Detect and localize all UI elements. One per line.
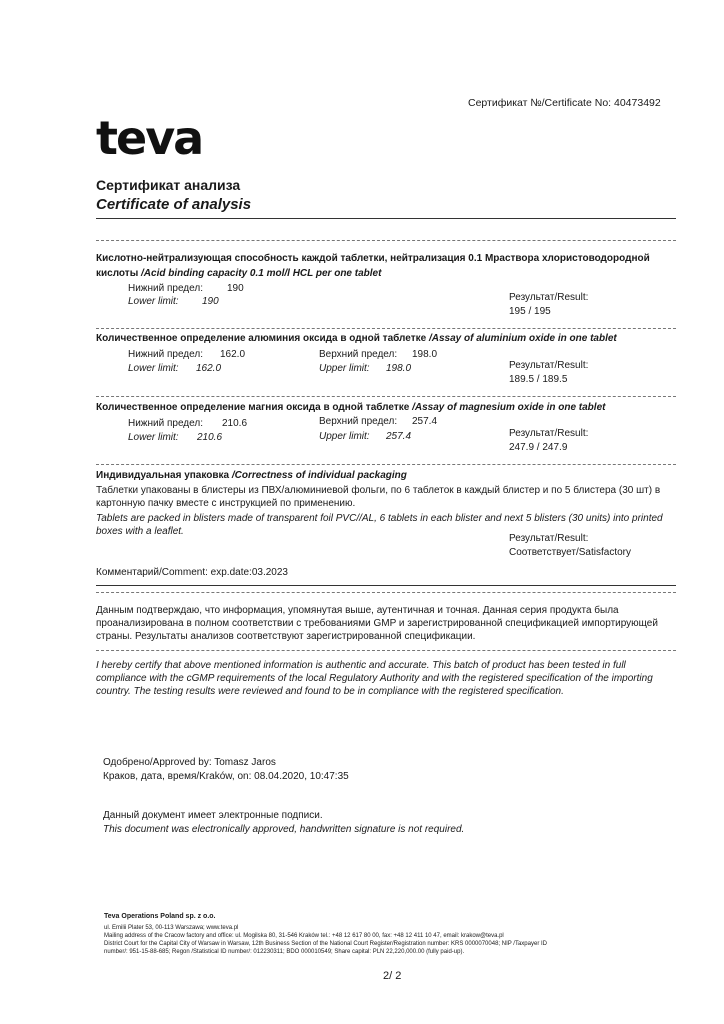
acid-head-ru: кислоты bbox=[96, 268, 142, 279]
divider bbox=[96, 592, 676, 593]
footer-court: District Court for the Capital City of Warsaw in Warsaw, 12th Business Section of the National Court Register/Registration number: KRS 0000070048; NIP /Taxpayer ID bbox=[104, 941, 547, 947]
acid-lower-ru: Нижний предел: bbox=[128, 283, 203, 294]
packaging-section-head bbox=[96, 470, 407, 481]
aluminium-section-head bbox=[96, 333, 617, 344]
divider bbox=[96, 650, 676, 651]
aluminium-lower-ru-value: 162.0 bbox=[220, 349, 246, 360]
acid-result-value: 195 / 195 bbox=[509, 306, 551, 317]
acid-section-head-2 bbox=[96, 268, 381, 279]
aluminium-upper-ru: Верхний предел: bbox=[319, 349, 398, 360]
aluminium-upper-en: Upper limit: bbox=[319, 363, 370, 374]
title-en: Certificate of analysis bbox=[96, 196, 252, 213]
acid-lower-en: Lower limit: bbox=[128, 296, 179, 307]
approval-date-value: 08.04.2020, 10:47:35 bbox=[254, 771, 349, 782]
logo-text: teva bbox=[96, 112, 203, 162]
packaging-result-label: Результат/Result: bbox=[509, 533, 589, 544]
magnesium-result-label: Результат/Result: bbox=[509, 428, 589, 439]
approved-name: Tomasz Jaros bbox=[214, 757, 276, 768]
acid-lower-en-value: 190 bbox=[202, 296, 219, 307]
packaging-text-en: Tablets are packed in blisters made of transparent foil PVC//AL, 6 tablets in each blister and next 5 blisters (30 units) into printed boxes with a leaflet. bbox=[96, 513, 663, 537]
aluminium-upper-ru-value: 198.0 bbox=[412, 349, 438, 360]
title-ru: Сертификат анализа bbox=[96, 177, 241, 193]
page-number: 2/ 2 bbox=[383, 970, 402, 982]
approved-by bbox=[103, 757, 276, 768]
footer-registration: number/: 951-15-88-685; Regon /Statistical ID number/: 012230311; BDO 000010549; Share capital: PLN 22,220,000.00 (fully paid-up). bbox=[104, 949, 465, 955]
packaging-result-value: Соответствует/Satisfactory bbox=[509, 547, 631, 558]
magnesium-result-value: 247.9 / 247.9 bbox=[509, 442, 568, 453]
aluminium-lower-en-value: 162.0 bbox=[196, 363, 222, 374]
aluminium-lower-en: Lower limit: bbox=[128, 363, 179, 374]
e-sign-ru: Данный документ имеет электронные подписи. bbox=[103, 810, 323, 821]
aluminium-result-value: 189.5 / 189.5 bbox=[509, 374, 568, 385]
divider bbox=[96, 240, 676, 241]
packaging-text-ru: Таблетки упакованы в блистеры из ПВХ/алюминиевой фольги, по 6 таблеток в каждый блистер и по 5 блистера (30 шт) в картонную пачку вместе с инструкцией по применению. bbox=[96, 485, 661, 509]
magnesium-upper-en: Upper limit: bbox=[319, 431, 370, 442]
divider bbox=[96, 218, 676, 219]
divider bbox=[96, 328, 676, 329]
magnesium-upper-ru-value: 257.4 bbox=[412, 416, 438, 427]
statement-ru: Данным подтверждаю, что информация, упомянутая выше, аутентичная и точная. Данная серия продукта была проанализирована в полном соответствии с требованиями GMP и зарегистрированной спецификацией импортирующей страны. Результаты анализов соответствуют зарегистрированной спецификации. bbox=[96, 605, 658, 642]
footer-company: Teva Operations Poland sp. z o.o. bbox=[104, 913, 216, 920]
comment-label: Комментарий/Comment: bbox=[96, 567, 211, 578]
magnesium-lower-ru-value: 210.6 bbox=[222, 418, 248, 429]
approval-date-label: Краков, дата, время/Kraków, on: bbox=[103, 771, 255, 782]
acid-result-label: Результат/Result: bbox=[509, 292, 589, 303]
aluminium-result-label: Результат/Result: bbox=[509, 360, 589, 371]
magnesium-section-head bbox=[96, 402, 605, 413]
acid-section-head-1: Кислотно-нейтрализующая способность каждой таблетки, нейтрализация 0.1 Мраствора хлористоводородной bbox=[96, 253, 650, 264]
magnesium-head-ru: Количественное определение магния оксида в одной таблетке bbox=[96, 402, 413, 413]
magnesium-lower-ru: Нижний предел: bbox=[128, 418, 203, 429]
comment bbox=[96, 567, 288, 578]
packaging-head-en: /Correctness of individual packaging bbox=[231, 470, 407, 481]
acid-head-en: /Acid binding capacity 0.1 mol/l HCL per one tablet bbox=[141, 268, 382, 279]
aluminium-head-ru: Количественное определение алюминия оксида в одной таблетке bbox=[96, 333, 429, 344]
packaging-head-ru: Индивидуальная упаковка bbox=[96, 470, 232, 481]
teva-logo bbox=[96, 112, 206, 162]
approval-date bbox=[103, 771, 349, 782]
aluminium-head-en: /Assay of aluminium oxide in one tablet bbox=[428, 333, 617, 344]
comment-value: exp.date:03.2023 bbox=[210, 567, 288, 578]
acid-lower-ru-value: 190 bbox=[227, 283, 244, 294]
certificate-number: Сертификат №/Certificate No: 40473492 bbox=[468, 97, 661, 109]
magnesium-lower-en: Lower limit: bbox=[128, 432, 179, 443]
magnesium-lower-en-value: 210.6 bbox=[197, 432, 223, 443]
aluminium-lower-ru: Нижний предел: bbox=[128, 349, 203, 360]
divider bbox=[96, 464, 676, 465]
magnesium-head-en: /Assay of magnesium oxide in one tablet bbox=[412, 402, 606, 413]
divider bbox=[96, 396, 676, 397]
statement-en: I hereby certify that above mentioned information is authentic and accurate. This batch of product has been tested in full compliance with the cGMP requirements of the local Regulatory Authority and with the registered specification of the importing country. The testing results were reviewed and found to be in compliance with the registered specification. bbox=[96, 660, 653, 697]
footer-mailing: Mailing address of the Cracow factory and office: ul. Mogilska 80, 31-546 Kraków tel.: +48 12 617 80 00, fax: +48 12 411 10 47, email: krakow@teva.pl bbox=[104, 933, 504, 939]
magnesium-upper-ru: Верхний предел: bbox=[319, 416, 398, 427]
aluminium-upper-en-value: 198.0 bbox=[386, 363, 412, 374]
approved-label: Одобрено/Approved by: bbox=[103, 757, 215, 768]
magnesium-upper-en-value: 257.4 bbox=[386, 431, 412, 442]
divider bbox=[96, 585, 676, 586]
e-sign-en: This document was electronically approved, handwritten signature is not required. bbox=[103, 824, 465, 835]
footer-address: ul. Emilii Plater 53, 00-113 Warszawa; www.teva.pl bbox=[104, 925, 239, 931]
